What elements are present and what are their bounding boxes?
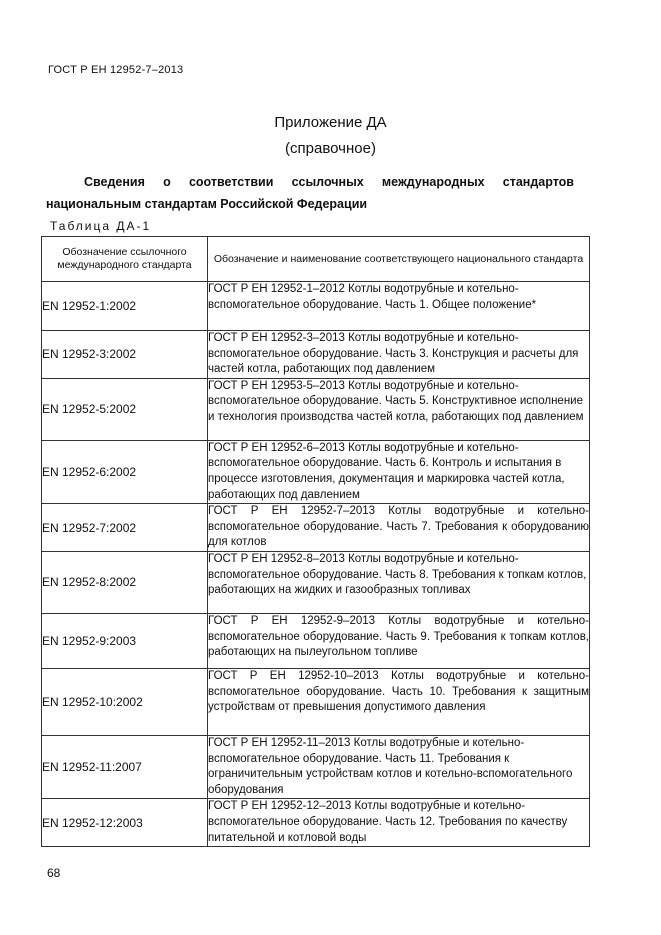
appendix-title: Приложение ДА: [274, 114, 387, 131]
row-standard-code: EN 12952-1:2002: [42, 282, 208, 331]
row-standard-code: EN 12952-5:2002: [42, 378, 208, 440]
table-row: [42, 331, 590, 379]
table-row: [42, 799, 590, 847]
reference-table: [41, 236, 590, 847]
row-standard-description: ГОСТ Р ЕН 12952-1–2012 Котлы водотрубные и котельно-вспомогательное оборудование. Часть 1. Общее положение*: [208, 282, 590, 331]
row-standard-code: EN 12952-6:2002: [42, 440, 208, 503]
table-row: [42, 551, 590, 613]
table-row: [42, 613, 590, 668]
intro-line-2: национальным стандартам Российской Федерации: [46, 197, 368, 211]
table-row: [42, 282, 590, 331]
row-standard-code: EN 12952-11:2007: [42, 735, 208, 798]
row-standard-code: EN 12952-12:2003: [42, 799, 208, 847]
row-standard-description: ГОСТ Р ЕН 12952-7–2013 Котлы водотрубные и котельно-вспомогательное оборудование. Часть 7. Требования к оборудованию для котлов: [208, 504, 590, 552]
row-standard-description: ГОСТ Р ЕН 12952-9–2013 Котлы водотрубные и котельно-вспомогательное оборудование. Часть 9. Требования к топкам котлов, работающих на пылеугольном топливе: [208, 613, 590, 668]
table-row: [42, 504, 590, 552]
table-row: [42, 378, 590, 440]
table-header-row: [42, 237, 590, 282]
row-standard-description: ГОСТ Р ЕН 12953-5–2013 Котлы водотрубные и котельно-вспомогательное оборудование. Часть 5. Конструктивное исполнение и технология производства частей котла, работающих под давлением: [208, 378, 590, 440]
appendix-subtitle: (справочное): [285, 140, 376, 157]
table-row: [42, 440, 590, 503]
intro-line-1: Сведения о соответствии ссылочных международных стандартов: [84, 175, 574, 189]
row-standard-description: ГОСТ Р ЕН 12952-12–2013 Котлы водотрубные и котельно-вспомогательное оборудование. Часть 12. Требования по качеству питательной и котловой воды: [208, 799, 590, 847]
row-standard-code: EN 12952-9:2003: [42, 613, 208, 668]
header-national-standard: Обозначение и наименование соответствующего национального стандарта: [208, 237, 590, 282]
page-number: 68: [47, 866, 61, 880]
row-standard-description: ГОСТ Р ЕН 12952-8–2013 Котлы водотрубные и котельно-вспомогательное оборудование. Часть 8. Требования к топкам котлов, работающих на жидких и газообразных топливах: [208, 551, 590, 613]
row-standard-code: EN 12952-8:2002: [42, 551, 208, 613]
header-international-standard: Обозначение ссылочного международного стандарта: [42, 237, 208, 282]
table-caption: Таблица ДА-1: [50, 219, 152, 233]
row-standard-description: ГОСТ Р ЕН 12952-3–2013 Котлы водотрубные и котельно-вспомогательное оборудование. Часть 3. Конструкция и расчеты для частей котла, работающих под давлением: [208, 331, 590, 379]
intro-heading: [46, 171, 574, 215]
row-standard-description: ГОСТ Р ЕН 12952-11–2013 Котлы водотрубные и котельно-вспомогательное оборудование. Часть 11. Требования к ограничительным устройствам котлов и котельно-вспомогательного оборудования: [208, 735, 590, 798]
row-standard-code: EN 12952-7:2002: [42, 504, 208, 552]
row-standard-description: ГОСТ Р ЕН 12952-6–2013 Котлы водотрубные и котельно-вспомогательное оборудование. Часть 6. Контроль и испытания в процессе изготовления, документация и маркировка частей котла, работающих под давлением: [208, 440, 590, 503]
row-standard-code: EN 12952-3:2002: [42, 331, 208, 379]
row-standard-code: EN 12952-10:2002: [42, 668, 208, 735]
table-row: [42, 735, 590, 798]
table-row: [42, 668, 590, 735]
row-standard-description: ГОСТ Р ЕН 12952-10–2013 Котлы водотрубные и котельно-вспомогательное оборудование. Часть 10. Требования к защитным устройствам от превышения допустимого давления: [208, 668, 590, 735]
document-code-header: ГОСТ Р ЕН 12952-7–2013: [48, 64, 184, 76]
